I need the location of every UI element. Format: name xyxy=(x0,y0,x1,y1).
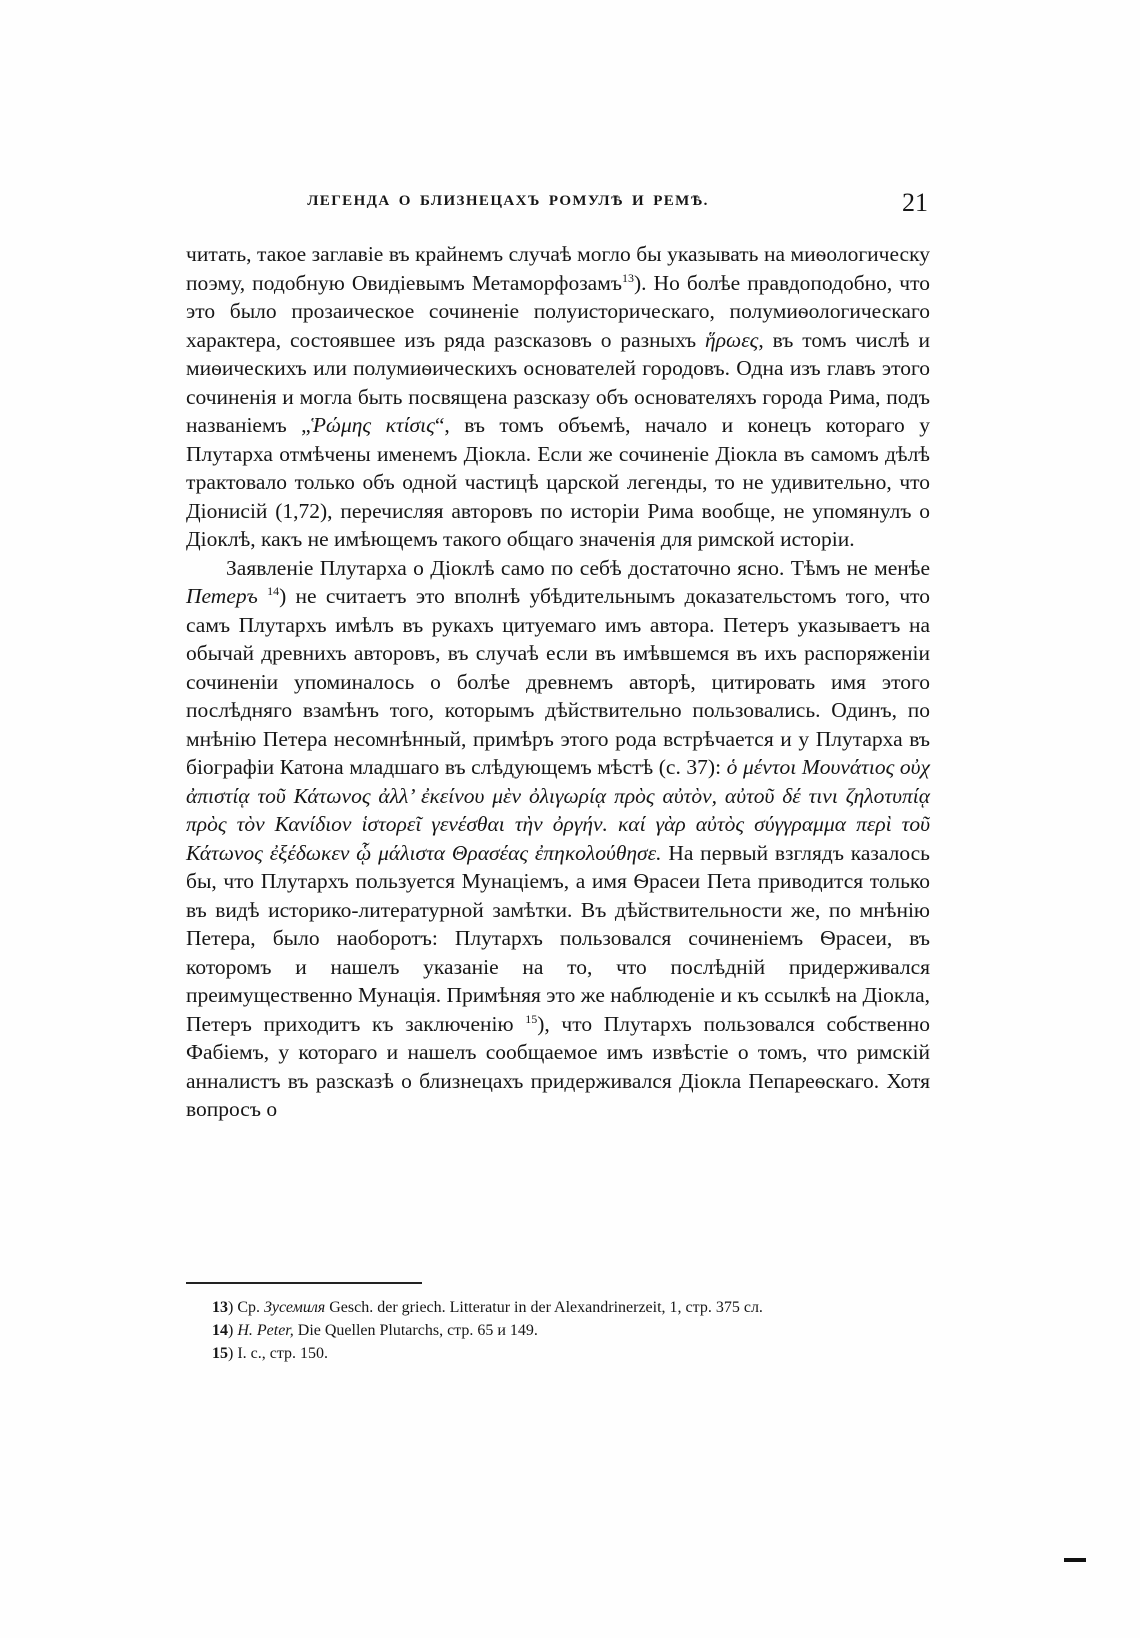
footnote-text: ) I. с., стр. 150. xyxy=(228,1345,329,1362)
greek-word: ἥρωες xyxy=(705,327,759,352)
footnote-13 xyxy=(186,1296,930,1319)
footnote-ref-15: 15 xyxy=(525,1011,538,1026)
footnote-number: 13 xyxy=(212,1299,228,1316)
text-run: Заявленіе Плутарха о Діоклѣ само по себѣ достаточно ясно. Тѣмъ не менѣе xyxy=(226,555,930,580)
text-run: На первый взглядъ казалось бы, что Плутархъ пользуется Мунаціемъ, а имя Ѳрасеи Пета приводится только въ видѣ историко-литературной замѣтки. Въ дѣйствительности же, по мнѣнію Петера, было наоборотъ: Плутархъ пользовался сочиненіемъ Ѳрасеи, въ которомъ и нашелъ указаніе на то, что послѣдній придерживался преимущественно Мунація. Примѣняя это же наблюденіе и къ ссылкѣ на Діокла, Петеръ приходитъ къ заключенію xyxy=(186,840,930,1036)
author-name: Петеръ xyxy=(186,584,258,608)
running-head xyxy=(186,188,930,222)
running-title: ЛЕГЕНДА О БЛИЗНЕЦАХЪ РОМУЛѢ И РЕМѢ. xyxy=(307,193,709,209)
footnote-15 xyxy=(186,1342,930,1365)
footnote-ref-14: 14 xyxy=(267,584,280,598)
footnote-number: 15 xyxy=(212,1345,228,1362)
footnote-text: Gesch. der griech. Litteratur in der Alexandrinerzeit, 1, стр. 375 сл. xyxy=(329,1299,763,1316)
text-run: ), что Плутархъ пользовался собственно Фабіемъ, у котораго и нашелъ сообщаемое имъ извѣстіе о томъ, что римскій анналистъ въ разсказѣ о близнецахъ придерживался Діокла Пепареѳскаго. Хотя вопросъ о xyxy=(186,1011,930,1121)
footnote-separator xyxy=(186,1282,422,1284)
paragraph-1 xyxy=(186,240,930,554)
page-number: 21 xyxy=(902,188,928,217)
greek-phrase: Ῥώμης κτίσις xyxy=(310,413,435,437)
text-run: , въ томъ числѣ и миѳическихъ или полумиѳическихъ основателей городовъ. Одна изъ главъ этого сочиненія и могла быть посвящена разсказу объ основателяхъ города Рима, подъ названіемъ „ xyxy=(186,327,931,437)
text-run: читать, такое заглавіе въ крайнемъ случаѣ могло бы указывать на миѳологическу поэму, подобную Овидіевымъ Метаморфозамъ xyxy=(186,242,930,295)
footnote-text: Die Quellen Plutarchs, стр. 65 и 149. xyxy=(297,1322,538,1339)
footnote-text: ) xyxy=(228,1322,234,1339)
text-run: ). Но болѣе правдоподобно, что это было прозаическое сочиненіе полуисторическаго, полумиѳологическаго характера, состоявшее изъ ряда разсказовъ о разныхъ xyxy=(186,270,930,352)
text-run: ) не считаетъ это вполнѣ убѣдительнымъ доказательстомъ того, что самъ Плутархъ имѣлъ въ рукахъ цитуемаго имъ автора. Петеръ указываетъ на обычай древнихъ авторовъ, въ случаѣ если въ имѣвшемся въ ихъ распоряженіи сочиненіи упоминалось о болѣе древнемъ авторѣ, цитировать имя этого послѣдняго взамѣнъ того, которымъ дѣйствительно пользовались. Одинъ, по мнѣнію Петера несомнѣнный, примѣръ этого рода встрѣчается и у Плутарха въ біографіи Катона младшаго въ слѣдующемъ мѣстѣ (с. 37): xyxy=(186,584,930,779)
paragraph-2 xyxy=(186,554,930,1124)
footnote-author: H. Peter, xyxy=(237,1322,294,1339)
footnote-author: Зусемиля xyxy=(264,1299,326,1316)
footnote-14 xyxy=(186,1319,930,1342)
greek-quotation: ὁ μέντοι Μουνάτιος οὐχ ἀπιστίᾳ τοῦ Κάτωνος ἀλλ’ ἐκείνου μὲν ὀλιγωρίᾳ πρὸς αὐτὸν, αὐτοῦ δέ τινι ζηλοτυπίᾳ πρὸς τὸν Κανίδιον ἱστορεῖ γενέσθαι τὴν ὀργήν. καί γὰρ αὐτὸς σύγγραμμα περὶ τοῦ Κάτωνος ἐξέδωκεν ᾧ μάλιστα Θρασέας ἐπηκολούθησε. xyxy=(186,755,930,865)
footnote-text: ) Ср. xyxy=(228,1299,260,1316)
body-text xyxy=(186,240,930,1124)
footnote-ref-13: 13 xyxy=(621,270,634,285)
footnote-number: 14 xyxy=(212,1322,228,1339)
text-run: “, въ томъ объемѣ, начало и конецъ котораго у Плутарха отмѣчены именемъ Діокла. Если же сочиненіе Діокла въ самомъ дѣлѣ трактовало только объ одной частицѣ царской легенды, то не удивительно, что Діонисій (1,72), перечисляя авторовъ по исторіи Рима вообще, не упомянулъ о Діоклѣ, какъ не имѣющемъ такого общаго значенія для римской исторіи. xyxy=(186,413,930,551)
margin-dash-mark xyxy=(1064,1558,1086,1562)
footnotes xyxy=(186,1296,930,1365)
